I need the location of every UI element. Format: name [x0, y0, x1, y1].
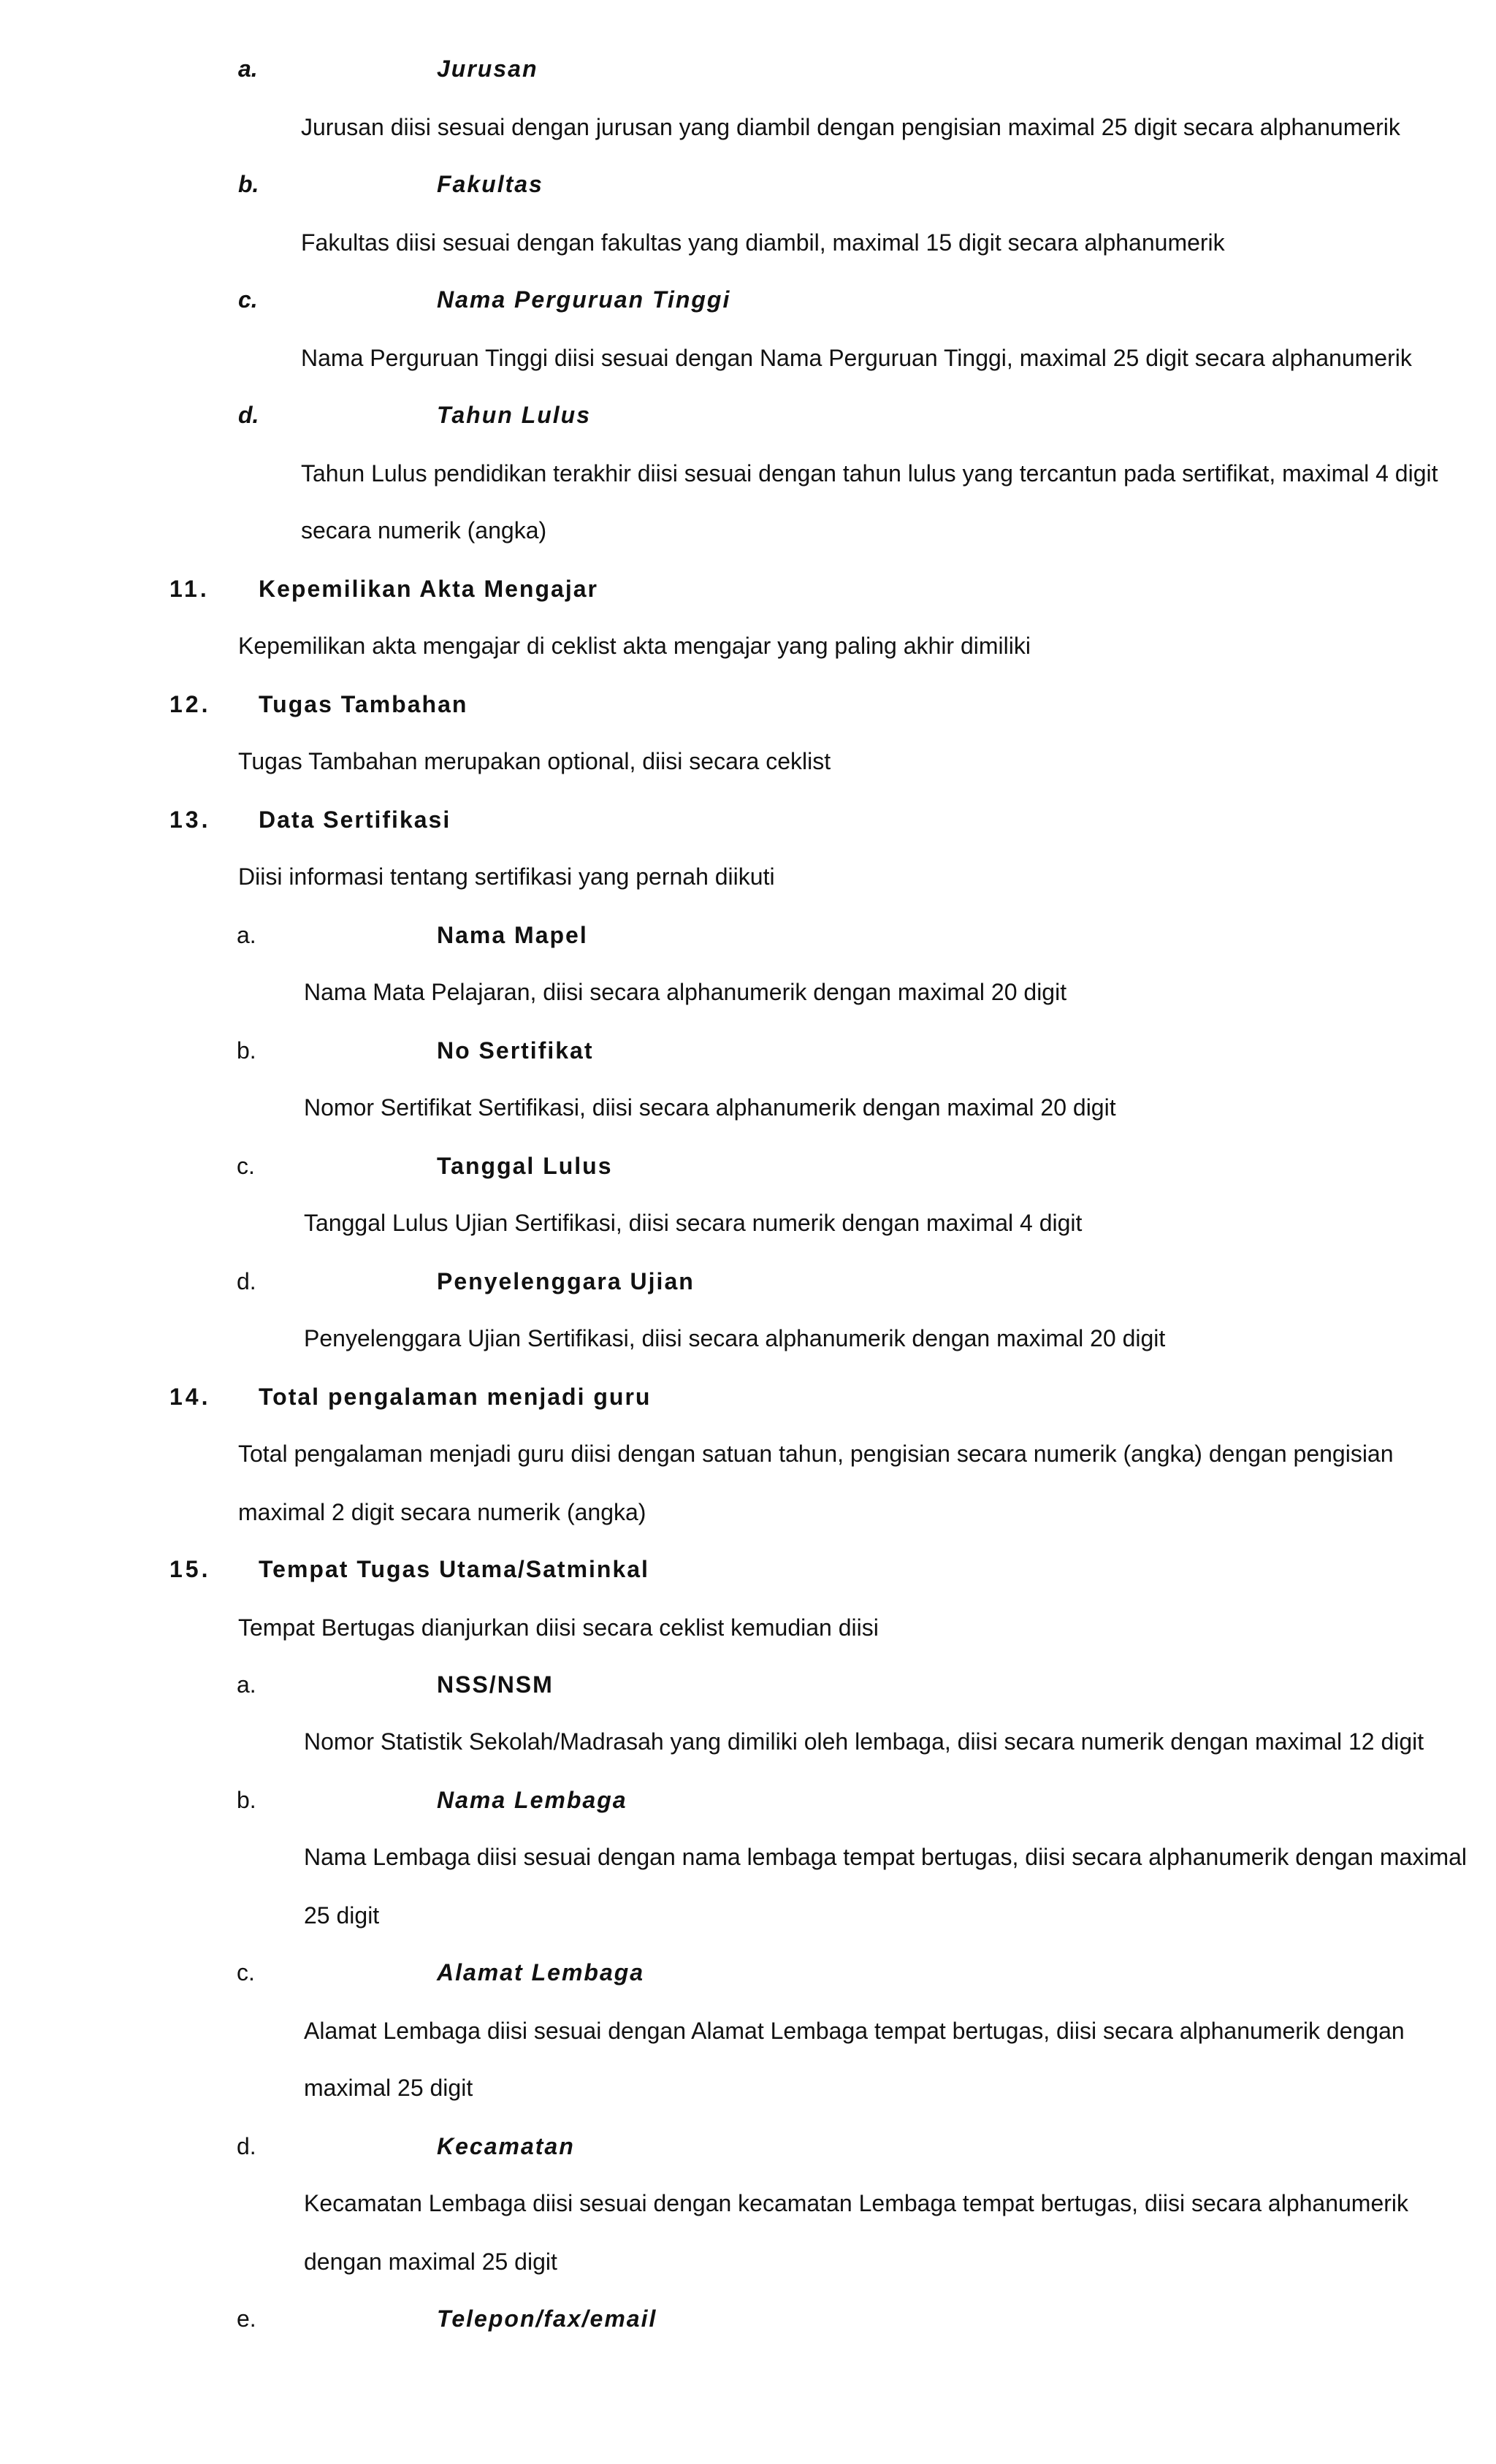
section-number: 11. — [169, 576, 210, 602]
section-title-data-sertifikasi: Data Sertifikasi — [259, 806, 451, 833]
item-desc-nama-lembaga-line1: Nama Lembaga diisi sesuai dengan nama lembaga tempat bertugas, diisi secara alphanumerik dengan maximal — [304, 1844, 1468, 1870]
list-marker: c. — [237, 1959, 255, 1986]
list-marker: b. — [237, 1037, 256, 1064]
item-title-tahun-lulus: Tahun Lulus — [437, 402, 592, 428]
section-title-pengalaman-guru: Total pengalaman menjadi guru — [259, 1384, 652, 1410]
item-title-jurusan: Jurusan — [437, 56, 538, 82]
list-marker: a. — [237, 1671, 256, 1698]
item-desc-tahun-lulus-line1: Tahun Lulus pendidikan terakhir diisi sesuai dengan tahun lulus yang tercantun pada sertifikat, maximal 4 digit — [301, 460, 1438, 487]
item-title-nama-lembaga: Nama Lembaga — [437, 1787, 627, 1813]
list-marker: c. — [238, 286, 258, 313]
list-marker: d. — [238, 402, 259, 428]
item-title-nama-mapel: Nama Mapel — [437, 922, 588, 948]
item-title-no-sertifikat: No Sertifikat — [437, 1037, 594, 1064]
section-desc-tempat-tugas: Tempat Bertugas dianjurkan diisi secara ceklist kemudian diisi — [238, 1614, 879, 1641]
section-number: 13. — [169, 806, 211, 833]
item-desc-jurusan: Jurusan diisi sesuai dengan jurusan yang diambil dengan pengisian maximal 25 digit secara alphanumerik — [301, 114, 1400, 140]
item-desc-no-sertifikat: Nomor Sertifikat Sertifikasi, diisi secara alphanumerik dengan maximal 20 digit — [304, 1094, 1116, 1121]
item-title-kecamatan: Kecamatan — [437, 2133, 575, 2159]
list-marker: e. — [237, 2305, 256, 2332]
section-title-tempat-tugas: Tempat Tugas Utama/Satminkal — [259, 1556, 649, 1582]
section-desc-tugas-tambahan: Tugas Tambahan merupakan optional, diisi secara ceklist — [238, 748, 831, 774]
section-desc-pengalaman-guru-line1: Total pengalaman menjadi guru diisi dengan satuan tahun, pengisian secara numerik (angka) dengan pengisian — [238, 1441, 1394, 1467]
item-desc-nss-nsm: Nomor Statistik Sekolah/Madrasah yang dimiliki oleh lembaga, diisi secara numerik dengan maximal 12 digit — [304, 1728, 1424, 1755]
item-desc-nama-lembaga-line2: 25 digit — [304, 1902, 380, 1929]
item-title-nss-nsm: NSS/NSM — [437, 1671, 554, 1698]
item-desc-fakultas: Fakultas diisi sesuai dengan fakultas yang diambil, maximal 15 digit secara alphanumerik — [301, 229, 1225, 256]
list-marker: a. — [237, 922, 256, 948]
item-desc-alamat-lembaga-line1: Alamat Lembaga diisi sesuai dengan Alamat Lembaga tempat bertugas, diisi secara alphanumerik dengan — [304, 2018, 1405, 2044]
section-desc-akta-mengajar: Kepemilikan akta mengajar di ceklist akta mengajar yang paling akhir dimiliki — [238, 633, 1031, 659]
section-number: 12. — [169, 691, 211, 717]
item-title-penyelenggara-ujian: Penyelenggara Ujian — [437, 1268, 695, 1294]
item-title-alamat-lembaga: Alamat Lembaga — [437, 1959, 645, 1986]
section-title-akta-mengajar: Kepemilikan Akta Mengajar — [259, 576, 598, 602]
item-desc-kecamatan-line2: dengan maximal 25 digit — [304, 2249, 557, 2275]
item-desc-perguruan-tinggi: Nama Perguruan Tinggi diisi sesuai dengan Nama Perguruan Tinggi, maximal 25 digit secara alphanumerik — [301, 345, 1412, 371]
section-desc-pengalaman-guru-line2: maximal 2 digit secara numerik (angka) — [238, 1499, 646, 1525]
item-desc-kecamatan-line1: Kecamatan Lembaga diisi sesuai dengan kecamatan Lembaga tempat bertugas, diisi secara alphanumerik — [304, 2190, 1409, 2216]
item-title-tanggal-lulus: Tanggal Lulus — [437, 1153, 613, 1179]
list-marker: c. — [237, 1153, 255, 1179]
item-title-perguruan-tinggi: Nama Perguruan Tinggi — [437, 286, 731, 313]
item-desc-alamat-lembaga-line2: maximal 25 digit — [304, 2075, 473, 2101]
item-title-fakultas: Fakultas — [437, 171, 543, 197]
list-marker: b. — [238, 171, 259, 197]
list-marker: b. — [237, 1787, 256, 1813]
item-title-telepon-fax-email: Telepon/fax/email — [437, 2305, 657, 2332]
item-desc-tahun-lulus-line2: secara numerik (angka) — [301, 517, 547, 543]
section-desc-data-sertifikasi: Diisi informasi tentang sertifikasi yang pernah diikuti — [238, 863, 775, 890]
list-marker: d. — [237, 1268, 256, 1294]
section-number: 14. — [169, 1384, 211, 1410]
list-marker: a. — [238, 56, 258, 82]
section-number: 15. — [169, 1556, 211, 1582]
item-desc-nama-mapel: Nama Mata Pelajaran, diisi secara alphanumerik dengan maximal 20 digit — [304, 979, 1067, 1005]
list-marker: d. — [237, 2133, 256, 2159]
item-desc-tanggal-lulus: Tanggal Lulus Ujian Sertifikasi, diisi secara numerik dengan maximal 4 digit — [304, 1210, 1083, 1236]
item-desc-penyelenggara-ujian: Penyelenggara Ujian Sertifikasi, diisi secara alphanumerik dengan maximal 20 digit — [304, 1325, 1166, 1351]
section-title-tugas-tambahan: Tugas Tambahan — [259, 691, 468, 717]
